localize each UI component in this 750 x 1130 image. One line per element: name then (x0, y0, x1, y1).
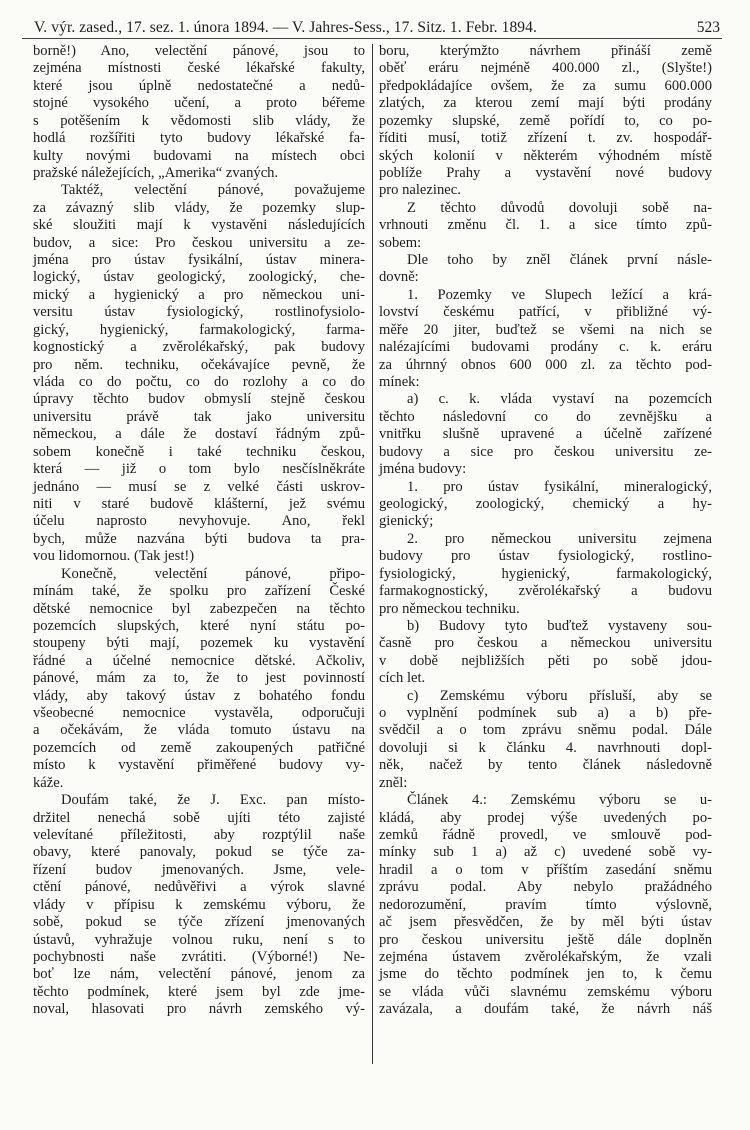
paragraph (379, 688, 712, 793)
text-line: pražské náležejících, „Amerika“ zvaných. (33, 164, 279, 181)
text-line: pro německou techniku. (379, 600, 520, 617)
text-line: říditi musí, totiž zřízení t. zv. hospodář- (379, 130, 712, 147)
text-line: svědčil a o tom zprávu sněmu podal. Dále (379, 722, 712, 739)
text-line: držitel nenechá sobě ujíti této zajisté (33, 809, 365, 826)
text-line: těchto podmínek, které jsem byl zde jme- (33, 983, 365, 1000)
header-title: V. výr. zased., 17. sez. 1. února 1894. — V. Jahres-Sess., 17. Sitz. 1. Febr. 1894. (34, 19, 537, 36)
paragraph (33, 566, 365, 792)
text-line: ské sloužiti mají k vystavěni následujících (33, 217, 365, 234)
paragraph (379, 200, 712, 252)
text-line: poblíže Prahy a vystavění nové budovy (379, 164, 712, 181)
text-line: borně!) Ano, velectění pánové, jsou to (33, 43, 365, 59)
text-line: Taktéž, velectění pánové, považujeme (61, 182, 365, 199)
paragraph (379, 287, 712, 392)
text-line: za úhrnný obnos 600 000 zl. za těchto pod- (379, 356, 712, 373)
text-line: dovně: (379, 269, 419, 286)
text-line: c) Zemskému výboru přísluší, aby se (407, 687, 712, 704)
text-line: se vláda vůči slavnému zemskému výboru (379, 983, 712, 1000)
text-line: 1. Pozemky ve Slupech ležící a krá- (407, 286, 712, 303)
text-line: vlády, aby takový ústav z bohatého fondu (33, 687, 365, 704)
text-line: kognostický a zvěrolékařský, pak budovy (33, 339, 365, 356)
running-header (22, 16, 722, 39)
text-line: Doufám také, že J. Exc. pan místo- (61, 792, 365, 809)
text-line: kulty novými budovami na místech obci (33, 147, 365, 164)
text-line: oběť eráru nejméně 400.000 zl., (Slyšte!) (379, 60, 712, 77)
text-line: těchto následovní co do zevnějšku a (379, 408, 712, 425)
text-line: úpravy těchto budov obmyslí stejně českou (33, 391, 365, 408)
text-line: Z těchto důvodů dovoluji sobě na- (407, 199, 712, 216)
text-line: vlády v přípisu k zemskému výboru, že (33, 896, 365, 913)
text-line: mínek: (379, 374, 420, 391)
text-line: mínky sub 1 a) až c) uvedené sobě vy- (379, 844, 712, 861)
text-line: lovství českému patřící, v přibližné vý- (379, 304, 712, 321)
text-line: měře 20 jiter, buďtež se všemi na nich se (379, 321, 712, 338)
text-line: Konečně, velectění pánové, připo- (61, 565, 365, 582)
text-line: všeobecné nemocnice vystavěla, odporučuji (33, 705, 365, 722)
text-line: cích let. (379, 670, 426, 687)
right-column (379, 43, 712, 1019)
text-line: v době nejbližších pěti po sobě jdou- (379, 652, 712, 669)
text-line: farmakognostický, zvěrolékařský a budovu (379, 583, 712, 600)
text-line: pánové, mám za to, že to jest povinností (33, 670, 365, 687)
text-line: nalézajícími budovami prodány c. k. eráru (379, 339, 712, 356)
text-line: b) Budovy tyto buďtež vystaveny sou- (407, 617, 712, 634)
paragraph (379, 618, 712, 688)
text-line: řádné a účelné nemocnice dětské. Ačkoliv, (33, 652, 365, 669)
text-line: pochybnosti naše zvrátiti. (Výborné!) Ne- (33, 948, 365, 965)
text-line: Dle toho by zněl článek první násle- (407, 252, 712, 269)
text-line: dovoluji si k článku 4. navrhnouti dopl- (379, 739, 712, 756)
text-line: pozemcích od země zakoupených patřičné (33, 739, 365, 756)
text-line: obavy, které panovaly, pokud se týče za- (33, 844, 365, 861)
text-line: jména pro ústav fysikální, ústav minera- (33, 252, 365, 269)
text-line: jsme do těchto podmínek jen to, k čemu (379, 966, 712, 983)
text-line: vrhnouti změnu čl. 1. a sice tímto způ- (379, 217, 712, 234)
text-line: 2. pro německou universitu zejmena (407, 530, 712, 547)
page-number: 523 (696, 19, 720, 36)
text-line: jednáno — musí se z velké části uskrov- (33, 478, 365, 495)
paragraph (33, 792, 365, 1018)
text-line: pozemcích slupských, které nyní státu po- (33, 617, 365, 634)
text-line: 1. pro ústav fysikální, mineralogický, (407, 478, 712, 495)
paragraph (379, 43, 712, 200)
text-line: vou lidomornou. (Tak jest!) (33, 548, 195, 565)
text-line: Článek 4.: Zemskému výboru se u- (407, 792, 712, 809)
text-line: boť lze nám, velectění pánové, jenom za (33, 966, 365, 983)
text-line: německou, a dále že dostaví řádným způ- (33, 426, 365, 443)
text-line: dětské nemocnice byl zabezpečen na těchto (33, 600, 365, 617)
paragraph (379, 479, 712, 531)
text-line: ač jsem přesvědčen, že by měl býti ústav (379, 914, 712, 931)
text-line: stojné vysokého učení, a proto béřeme (33, 95, 365, 112)
text-line: sobem konečně i také techniku českou, (33, 443, 365, 460)
text-line: ctění pánové, nedůvěřivi a výrok slavné (33, 879, 365, 896)
text-line: niti v staré budově klášterní, jež svému (33, 495, 365, 512)
paragraph (379, 252, 712, 287)
text-line: sobem: (379, 234, 422, 251)
column-divider (372, 44, 373, 1064)
text-line: a očekávám, že vláda tomuto ústavu na (33, 722, 365, 739)
text-line: pro nalezinec. (379, 182, 461, 199)
text-line: hradil a o tom v příštím zasedání sněmu (379, 861, 712, 878)
text-line: něk, načež by tento článek následovně (379, 757, 712, 774)
text-line: hodlá rozšířiti tyto budovy lékařské fa- (33, 130, 365, 147)
text-line: které jsou úplně nedostatečné a nedů- (33, 77, 365, 94)
text-line: řízení budov jmenovaných. Jsme, vele- (33, 861, 365, 878)
text-line: stoupeny býti mají, pozemek ku vystavění (33, 635, 365, 652)
text-line: gienický; (379, 513, 434, 530)
text-line: boru, kterýmžto návrhem přináší země (379, 43, 712, 59)
paragraph (33, 182, 365, 565)
text-line: geologický, zoologický, chemický a hy- (379, 495, 712, 512)
paragraph (33, 43, 365, 182)
text-line: pro něm. techniku, očekávajíce pevně, že (33, 356, 365, 373)
text-line: s potěšením k vědomosti slib vlády, že (33, 112, 365, 129)
text-line: vnitřku slušně upravené a účelně zařízené (379, 426, 712, 443)
text-line: fysiologický, hygienický, farmakologický, (379, 565, 712, 582)
text-line: velevítané příležitosti, aby rozptýlil naše (33, 826, 365, 843)
text-line: zejména místnosti české lékařské fakulty, (33, 60, 365, 77)
text-line: mický a hygienický a pro německou uni- (33, 286, 365, 303)
text-line: zlatých, za kterou zemí mají býti prodány (379, 95, 712, 112)
text-line: za závazný slib vlády, že pozemky slup- (33, 199, 365, 216)
text-line: ských kolonií v některém výhodném místě (379, 147, 712, 164)
text-line: pro českou universitu ještě dále doplněn (379, 931, 712, 948)
text-line: gický, hygienický, farmakologický, farma- (33, 321, 365, 338)
text-line: zprávu podal. Aby nebylo pražádného (379, 879, 712, 896)
text-line: o vyplnění podmínek sub a) a b) pře- (379, 705, 712, 722)
left-column (33, 43, 365, 1019)
paragraph (379, 531, 712, 618)
text-line: která — již o tom bylo nesčíslněkráte (33, 461, 365, 478)
paragraph (379, 792, 712, 1018)
text-line: místo k vystavění přiměřené budovy vy- (33, 757, 365, 774)
text-line: budovy a sice pro českou universitu ze- (379, 443, 712, 460)
text-line: káže. (33, 774, 64, 791)
text-line: zavázala, a doufám také, že návrh náš (379, 1001, 712, 1018)
text-line: předpokládajíce ovšem, že za sumu 600.000 (379, 77, 712, 94)
text-line: jména budovy: (379, 461, 467, 478)
text-line: noval, hlasovati pro návrh zemského vý- (33, 1001, 365, 1018)
text-line: sobě, pokud se týče zřízení jmenovaných (33, 914, 365, 931)
text-line: a) c. k. vláda vystaví na pozemcích (407, 391, 712, 408)
text-line: kládá, aby prodej výše uvedených po- (379, 809, 712, 826)
text-line: zemků řádně provedl, ve smlouvě pod- (379, 826, 712, 843)
text-line: účelu naprosto nevyhovuje. Ano, řekl (33, 513, 365, 530)
text-line: vláda co do počtu, co do rozlohy a co do (33, 374, 365, 391)
text-line: zněl: (379, 774, 408, 791)
text-line: časně pro českou a německou universitu (379, 635, 712, 652)
text-line: nedorozumění, pravím tímto výslovně, (379, 896, 712, 913)
text-line: budovy pro ústav fysiologický, rostlino- (379, 548, 712, 565)
text-line: ústavů, vyhražuje volnou ruku, není s to (33, 931, 365, 948)
text-line: bych, může nazvána býti budova ta pra- (33, 530, 365, 547)
text-line: budov, a sice: Pro českou universitu a ze- (33, 234, 365, 251)
text-line: logický, ústav geologický, zoologický, che- (33, 269, 365, 286)
text-line: mínám také, že spolku pro zařízení České (33, 583, 365, 600)
paragraph (379, 391, 712, 478)
text-line: versitu ústav fysiologický, rostlinofysiolo- (33, 304, 365, 321)
text-line: universitu právě tak jako universitu (33, 408, 365, 425)
text-line: zejména ústavem zvěrolékařským, že vzali (379, 948, 712, 965)
text-line: pozemky slupské, země pořídí to, co po- (379, 112, 712, 129)
